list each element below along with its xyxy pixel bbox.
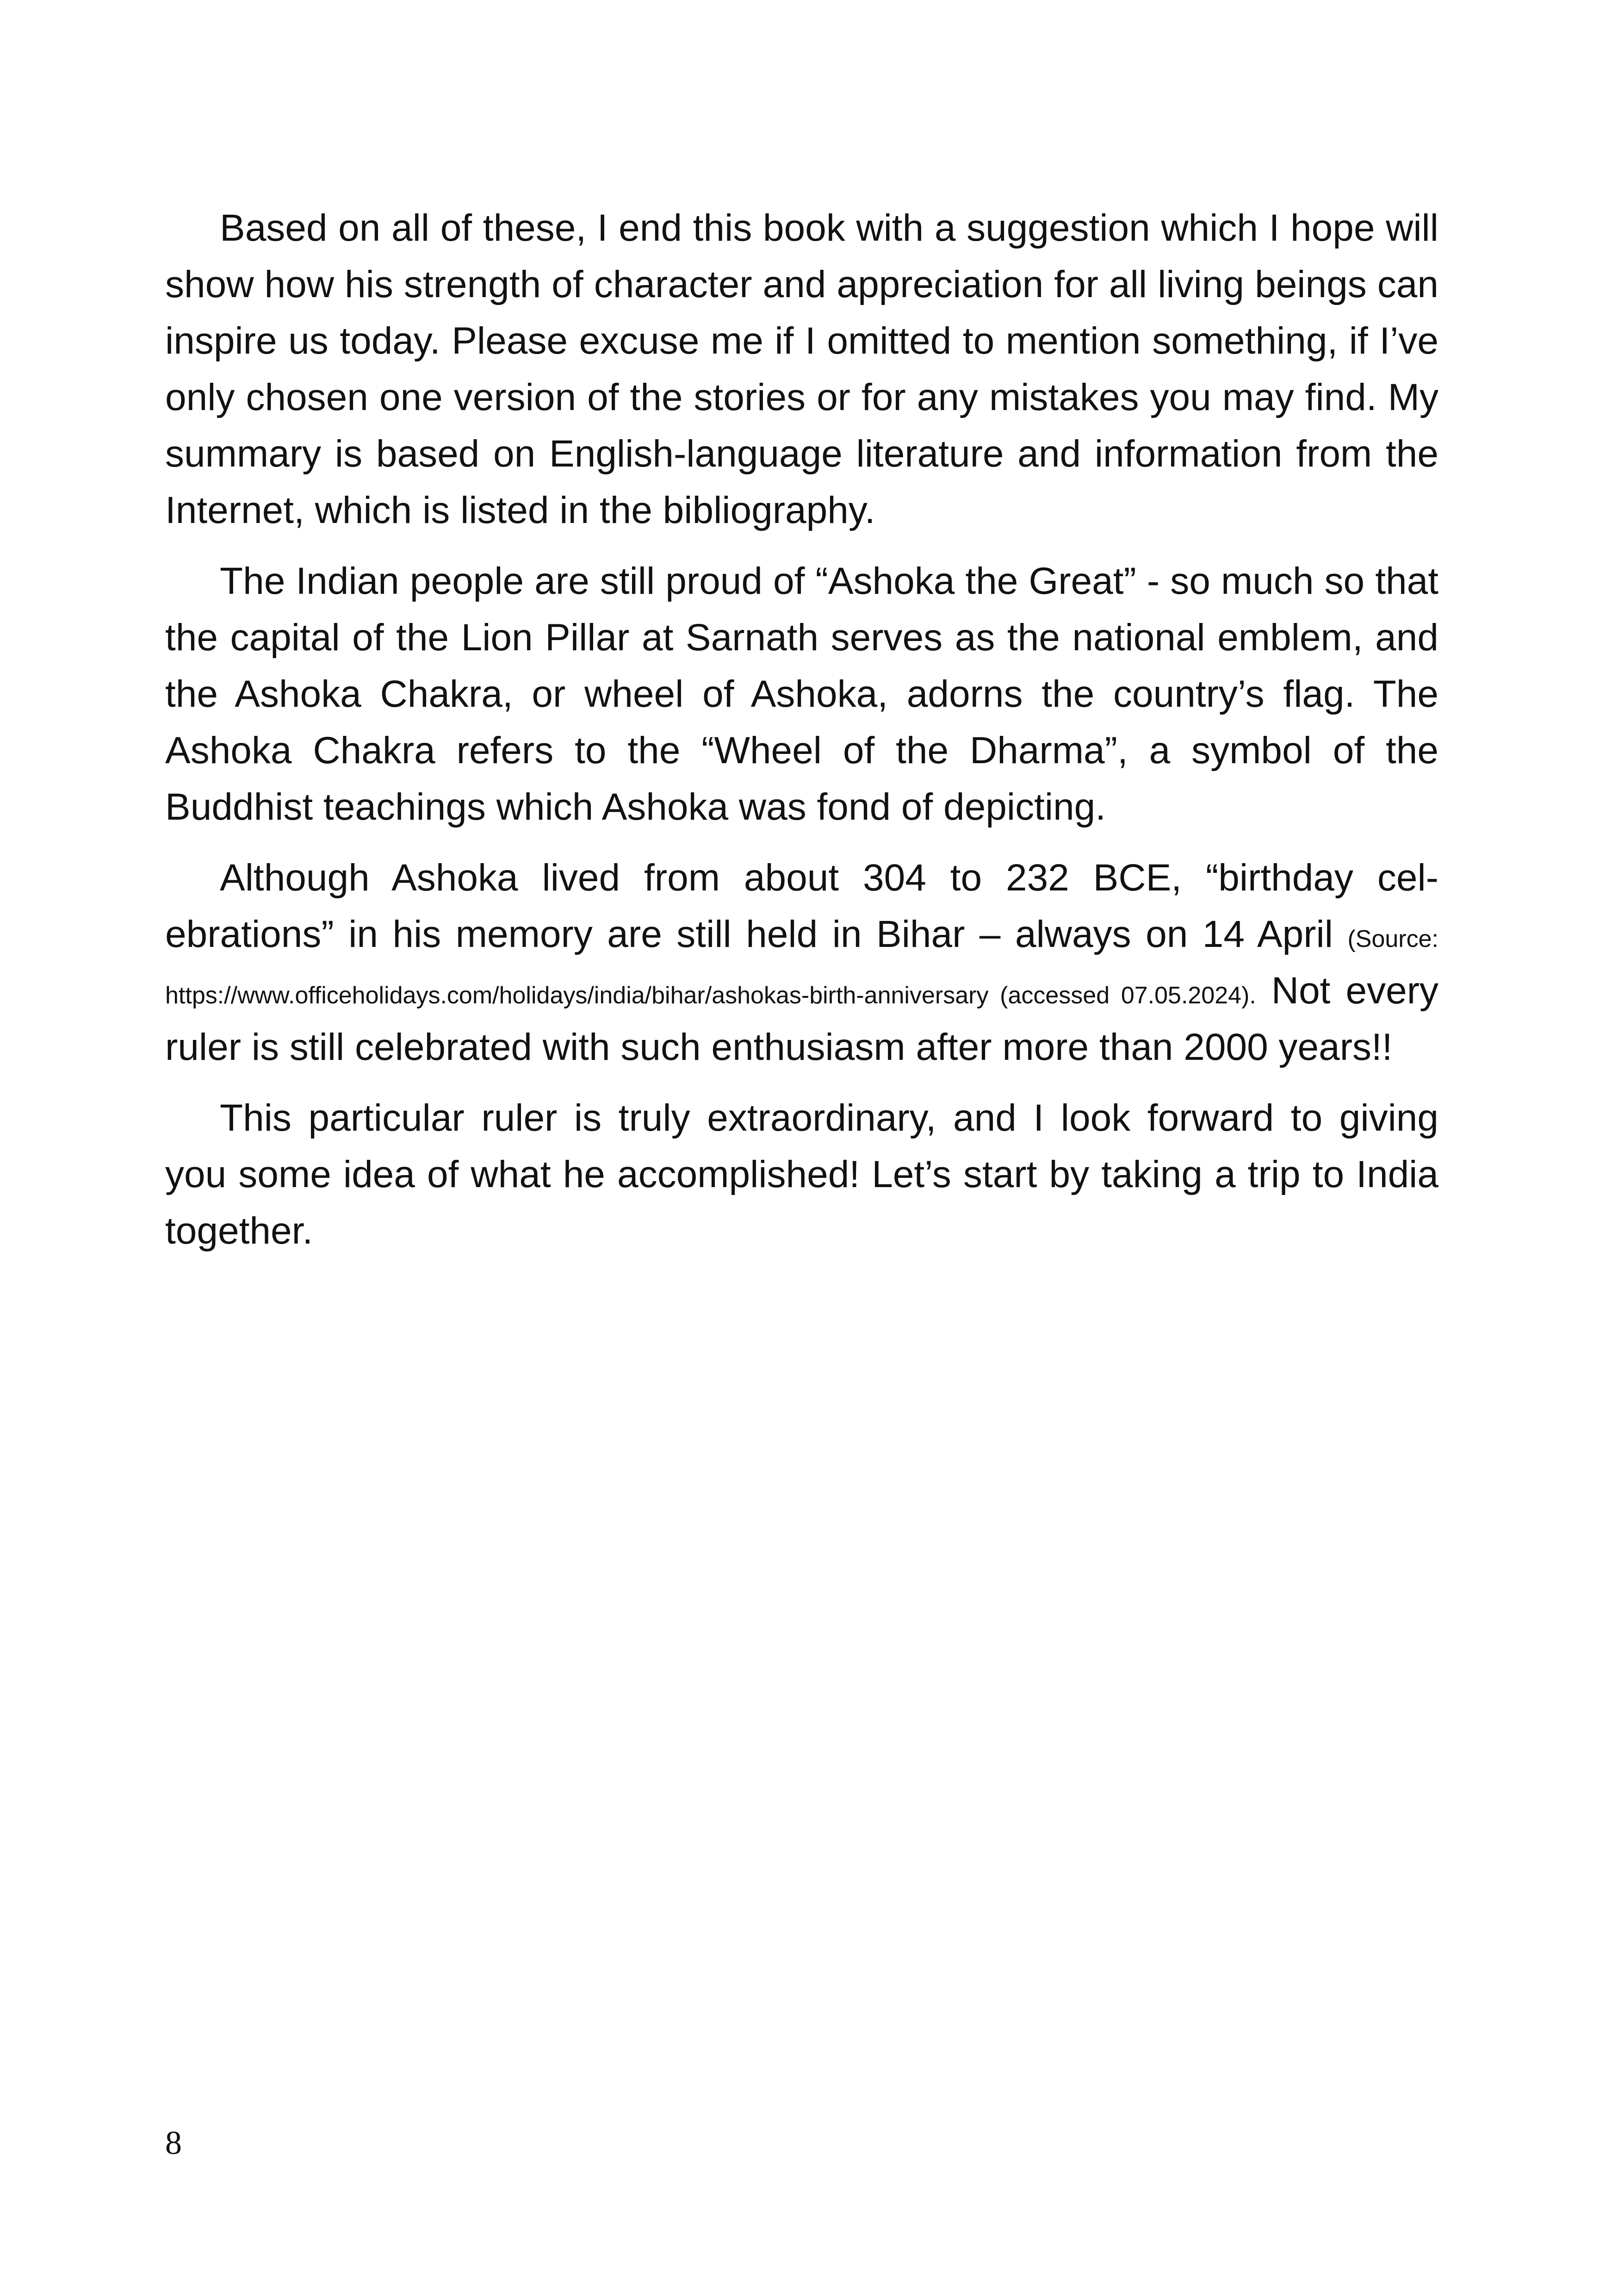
source-citation: (Source: https://www.officeholidays.com/holidays/india/bihar/ashokas-birth-anniversary (accessed 07.05.2024). <box>165 926 1438 1009</box>
body-text <box>165 200 1438 1274</box>
paragraph-introduction: Based on all of these, I end this book with a suggestion which I hope will show how his strength of character and appreciation for all living beings can inspire us today. Please excuse me if I omitted to mention something, if I’ve only chosen one version of the stories or for any mistakes you may find. My summary is based on English-language literature and information from the Internet, which is listed in the bibliography. <box>165 207 1438 531</box>
paragraph-birthday-celebrations <box>165 850 1438 1076</box>
paragraph-closing: This particular ruler is truly extraordinary, and I look forward to giving you some idea of what he accomplished! Let’s start by taking a trip to India together. <box>165 1097 1438 1252</box>
paragraph-birthday-text-end: Not every ruler is still celebrated with such enthusiasm after more than 2000 years!! <box>165 970 1439 1068</box>
page-number: 8 <box>165 2124 182 2161</box>
paragraph-birthday-text: Although Ashoka lived from about 304 to 232 BCE, “birthday celebrations” in his memory are still held in Bihar – always on 14 April <box>165 857 1438 955</box>
paragraph-national-emblem: The Indian people are still proud of “Ashoka the Great” - so much so that the capital of the Lion Pillar at Sarnath serves as the national emblem, and the Ashoka Chakra, or wheel of Ashoka, adorns the country’s flag. The Ashoka Chakra refers to the “Wheel of the Dharma”, a symbol of the Buddhist teachings which Ashoka was fond of depicting. <box>165 560 1438 828</box>
